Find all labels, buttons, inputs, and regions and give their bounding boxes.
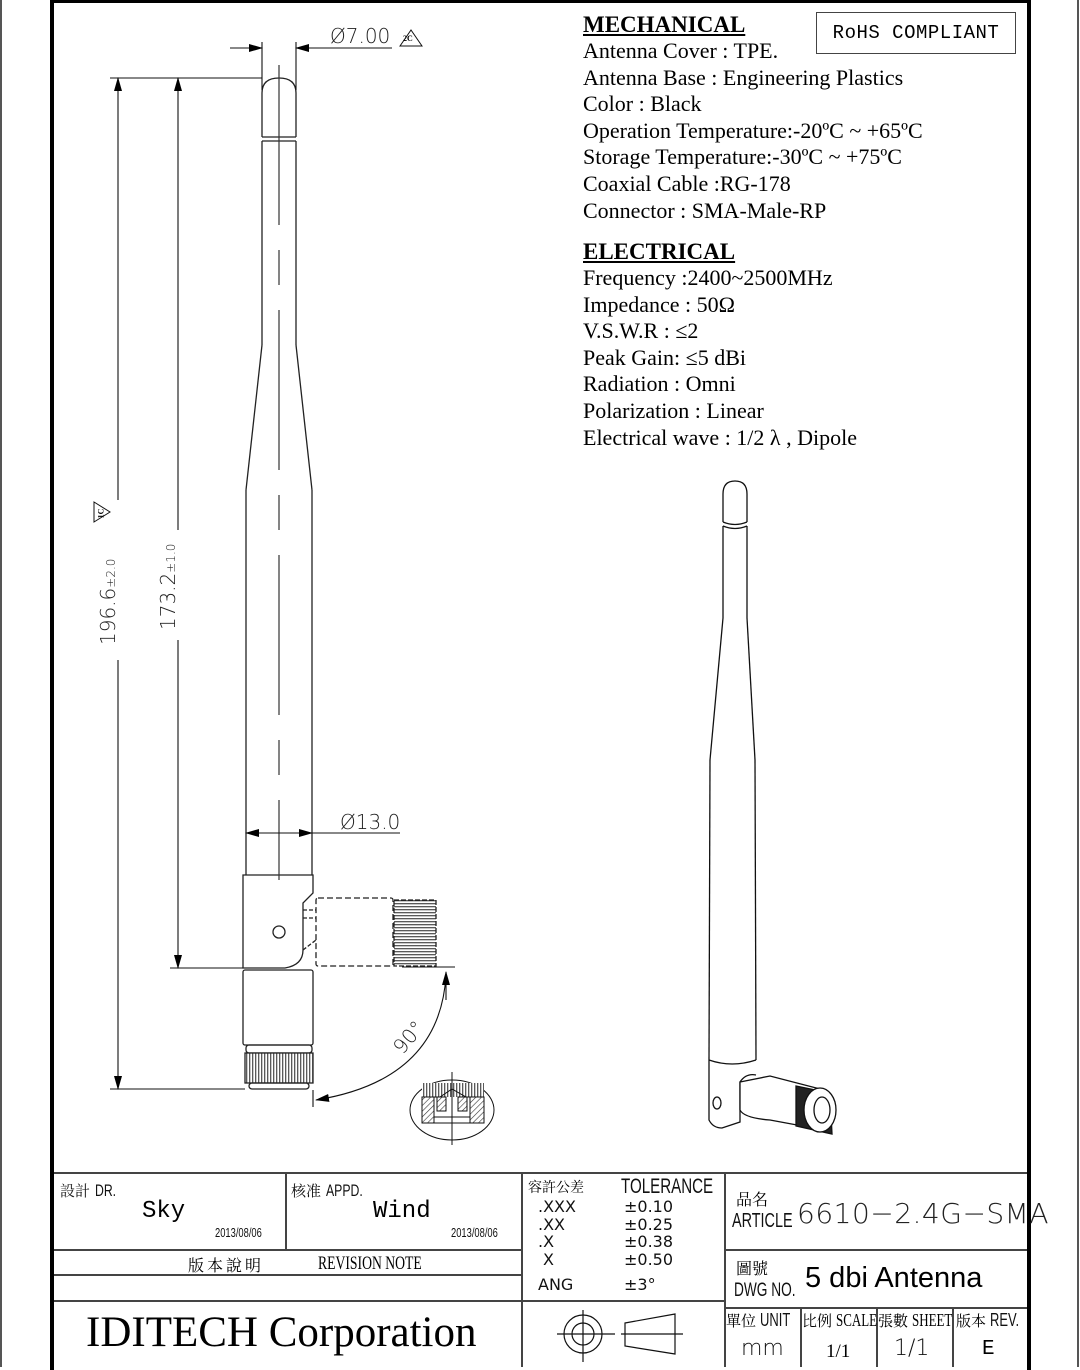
tolerance-keys: .XXX .XX .X X	[538, 1197, 576, 1269]
spec-line: Radiation : Omni	[583, 371, 736, 397]
projection-symbol-icon	[555, 1310, 695, 1365]
spec-line: Impedance : 50Ω	[583, 291, 735, 317]
spec-line: Connector : SMA-Male-RP	[583, 197, 827, 223]
article-value: 6610−2.4G−SMA	[797, 1197, 1049, 1230]
base-diameter-label: Ø13.0	[340, 810, 401, 834]
antenna-side-view	[243, 78, 436, 1089]
approver-name: Wind	[373, 1198, 431, 1225]
designer-date: 2013/08/06	[215, 1225, 262, 1240]
spec-line: Coaxial Cable :RG-178	[583, 170, 791, 196]
spec-line: Storage Temperature:-30ºC ~ +75ºC	[583, 144, 902, 170]
radiator-length-label: 173.2±1.0	[156, 543, 180, 630]
spec-line: Frequency :2400~2500MHz	[583, 265, 833, 290]
unit-value: mm	[741, 1336, 784, 1361]
hinge-pin-hole	[273, 926, 285, 938]
spec-line: V.S.W.R : ≤2	[583, 318, 699, 344]
tolerance-key-ang: ANG	[538, 1275, 574, 1294]
tolerance-value-ang: ±3°	[624, 1275, 656, 1294]
mechanical-heading: MECHANICAL	[583, 12, 746, 37]
article-label-cn: 品名	[736, 1190, 769, 1209]
electrical-section	[583, 239, 857, 451]
unit-label: 單位 UNIT	[726, 1310, 791, 1330]
spec-line: Peak Gain: ≤5 dBi	[583, 344, 747, 370]
electrical-heading: ELECTRICAL	[583, 239, 736, 264]
designer-name: Sky	[142, 1198, 186, 1225]
dwg-label-cn: 圖號	[736, 1259, 769, 1278]
dwg-label-en: DWG NO.	[734, 1280, 796, 1301]
dwg-value: 5 dbi Antenna	[805, 1262, 983, 1294]
spec-line: Antenna Base : Engineering Plastics	[583, 64, 904, 90]
spec-line: Electrical wave : 1/2 λ , Dipole	[583, 424, 857, 450]
spec-line: Polarization : Linear	[583, 397, 764, 423]
tolerance-label-en: TOLERANCE	[621, 1175, 714, 1198]
antenna-isometric-view	[709, 481, 836, 1134]
scale-label: 比例 SCALE	[802, 1310, 877, 1330]
connector-end-view-detail	[410, 1072, 494, 1145]
rev-label: 版本 REV.	[956, 1310, 1019, 1330]
sheet-value: 1/1	[894, 1336, 930, 1361]
tolerance-label-cn: 容許公差	[528, 1180, 584, 1196]
designer-label: 設計 DR.	[60, 1181, 116, 1200]
overall-length-label: 196.6±2.0	[96, 558, 120, 645]
spec-line: Color : Black	[583, 91, 702, 117]
rohs-compliant-badge: RoHS COMPLIANT	[816, 12, 1016, 54]
revision-note-label-cn: 版本說明	[188, 1256, 265, 1275]
scale-value: 1/1	[826, 1341, 851, 1362]
swivel-angle-label: 90°	[388, 1015, 430, 1059]
article-label-en: ARTICLE	[732, 1210, 793, 1232]
tip-diameter-label: Ø7.00	[330, 24, 391, 48]
note-1c-icon: 1C	[96, 508, 106, 519]
rev-value: E	[982, 1338, 995, 1361]
revision-note-label-en: REVISION NOTE	[318, 1253, 422, 1274]
tolerance-values: ±0.10 ±0.25 ±0.38 ±0.50	[624, 1197, 674, 1269]
approver-date: 2013/08/06	[451, 1225, 498, 1240]
hinge-block	[243, 875, 313, 968]
spec-line: Antenna Cover : TPE.	[583, 38, 779, 63]
note-2c-icon: 2C	[403, 34, 413, 43]
dim-radiator-length	[170, 78, 262, 968]
swivel-connector-dashed	[316, 898, 393, 966]
approver-label: 核准 APPD.	[291, 1181, 363, 1200]
dim-tip-diameter	[230, 30, 422, 90]
company-name: IDITECH Corporation	[86, 1309, 477, 1356]
spec-line: Operation Temperature:-20ºC ~ +65ºC	[583, 117, 923, 143]
sheet-label: 張數 SHEET	[878, 1310, 953, 1330]
